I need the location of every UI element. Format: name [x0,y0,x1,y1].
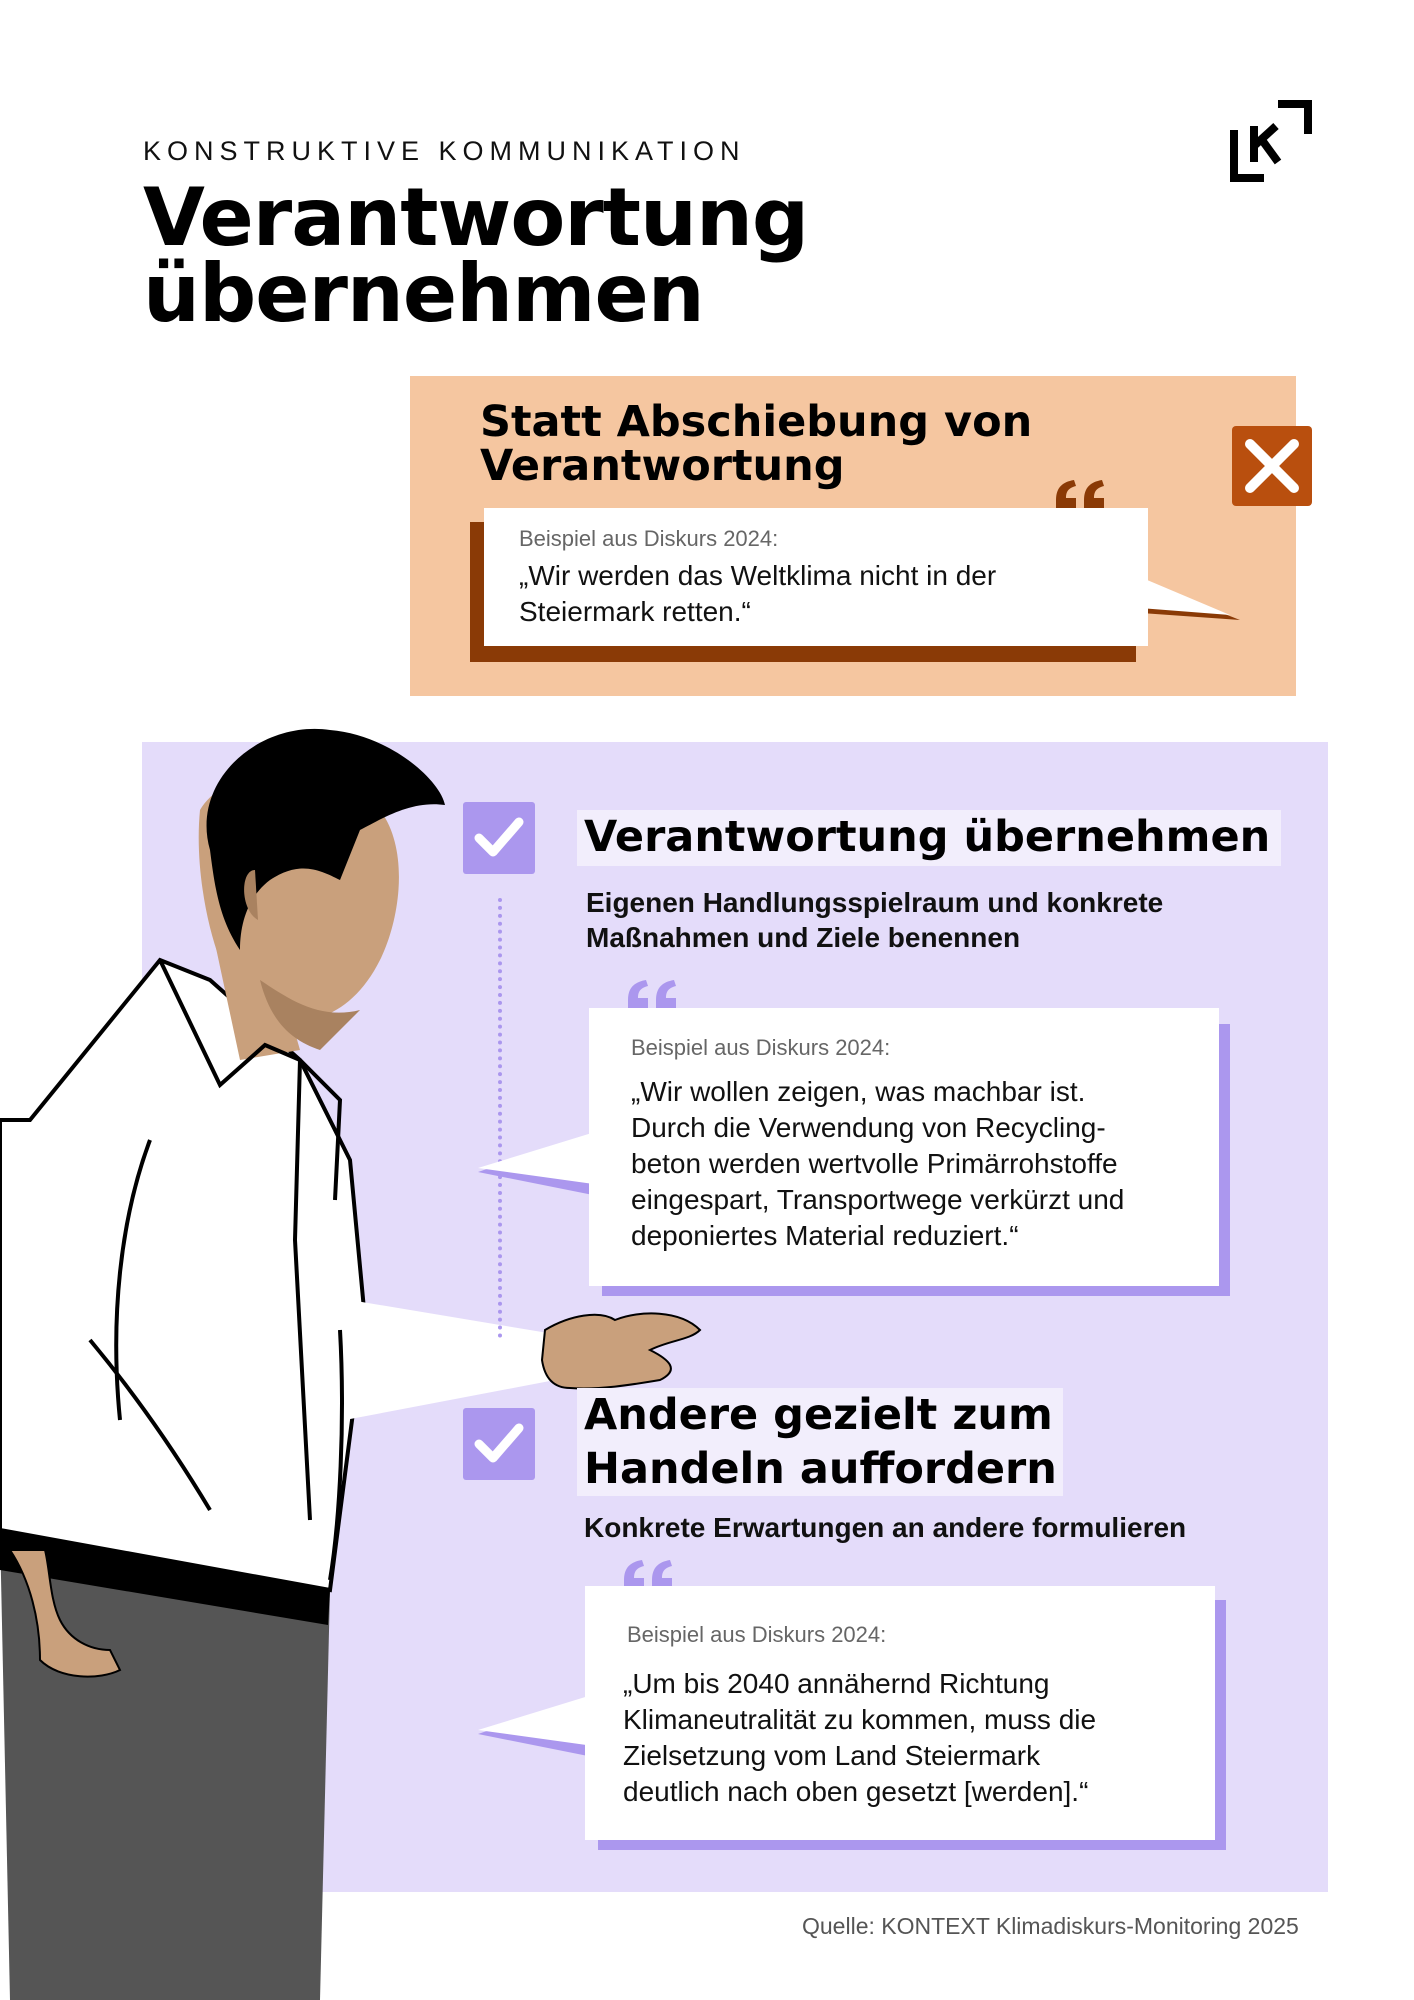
quote-text: „Wir werden das Weltklima nicht in der Steiermark retten.“ [519,560,997,627]
quote-label: Beispiel aus Diskurs 2024: [631,1035,891,1060]
title-line-1: Verantwortung [143,171,809,264]
check-icon [463,802,535,874]
section-1-title: Verantwortung übernehmen [584,812,1271,862]
section-1-subtitle: Eigenen Handlungsspielraum und konkrete Maßnahmen und Ziele benennen [586,887,1164,953]
check-icon [463,1408,535,1480]
section-2-title: Andere gezielt zum Handeln auffordern [584,1390,1057,1494]
quote-text: „Wir wollen zeigen, was machbar ist. Durch die Verwendung von Recycling- beton werden wertvolle Primärrohstoffe eingespart, Transportwege verkürzt und deponiertes Material reduziert.“ [631,1076,1125,1251]
cross-icon [1232,426,1312,506]
section-2-subtitle: Konkrete Erwartungen an andere formulieren [584,1512,1187,1543]
page-title [143,171,809,340]
quote-label: Beispiel aus Diskurs 2024: [627,1622,887,1647]
negative-section-title: Statt Abschiebung von Verantwortung [480,397,1033,491]
kontext-logo-icon [1230,100,1312,182]
kicker: KONSTRUKTIVE KOMMUNIKATION [143,136,746,166]
connector-line [498,898,502,1338]
quote-text: „Um bis 2040 annähernd Richtung Klimaneutralität zu kommen, muss die Zielsetzung vom Land Steiermark deutlich nach oben gesetzt [werden].“ [623,1668,1097,1807]
quote-label: Beispiel aus Diskurs 2024: [519,526,779,551]
source-note: Quelle: KONTEXT Klimadiskurs-Monitoring 2025 [802,1913,1299,1939]
title-line-2: übernehmen [143,247,704,340]
